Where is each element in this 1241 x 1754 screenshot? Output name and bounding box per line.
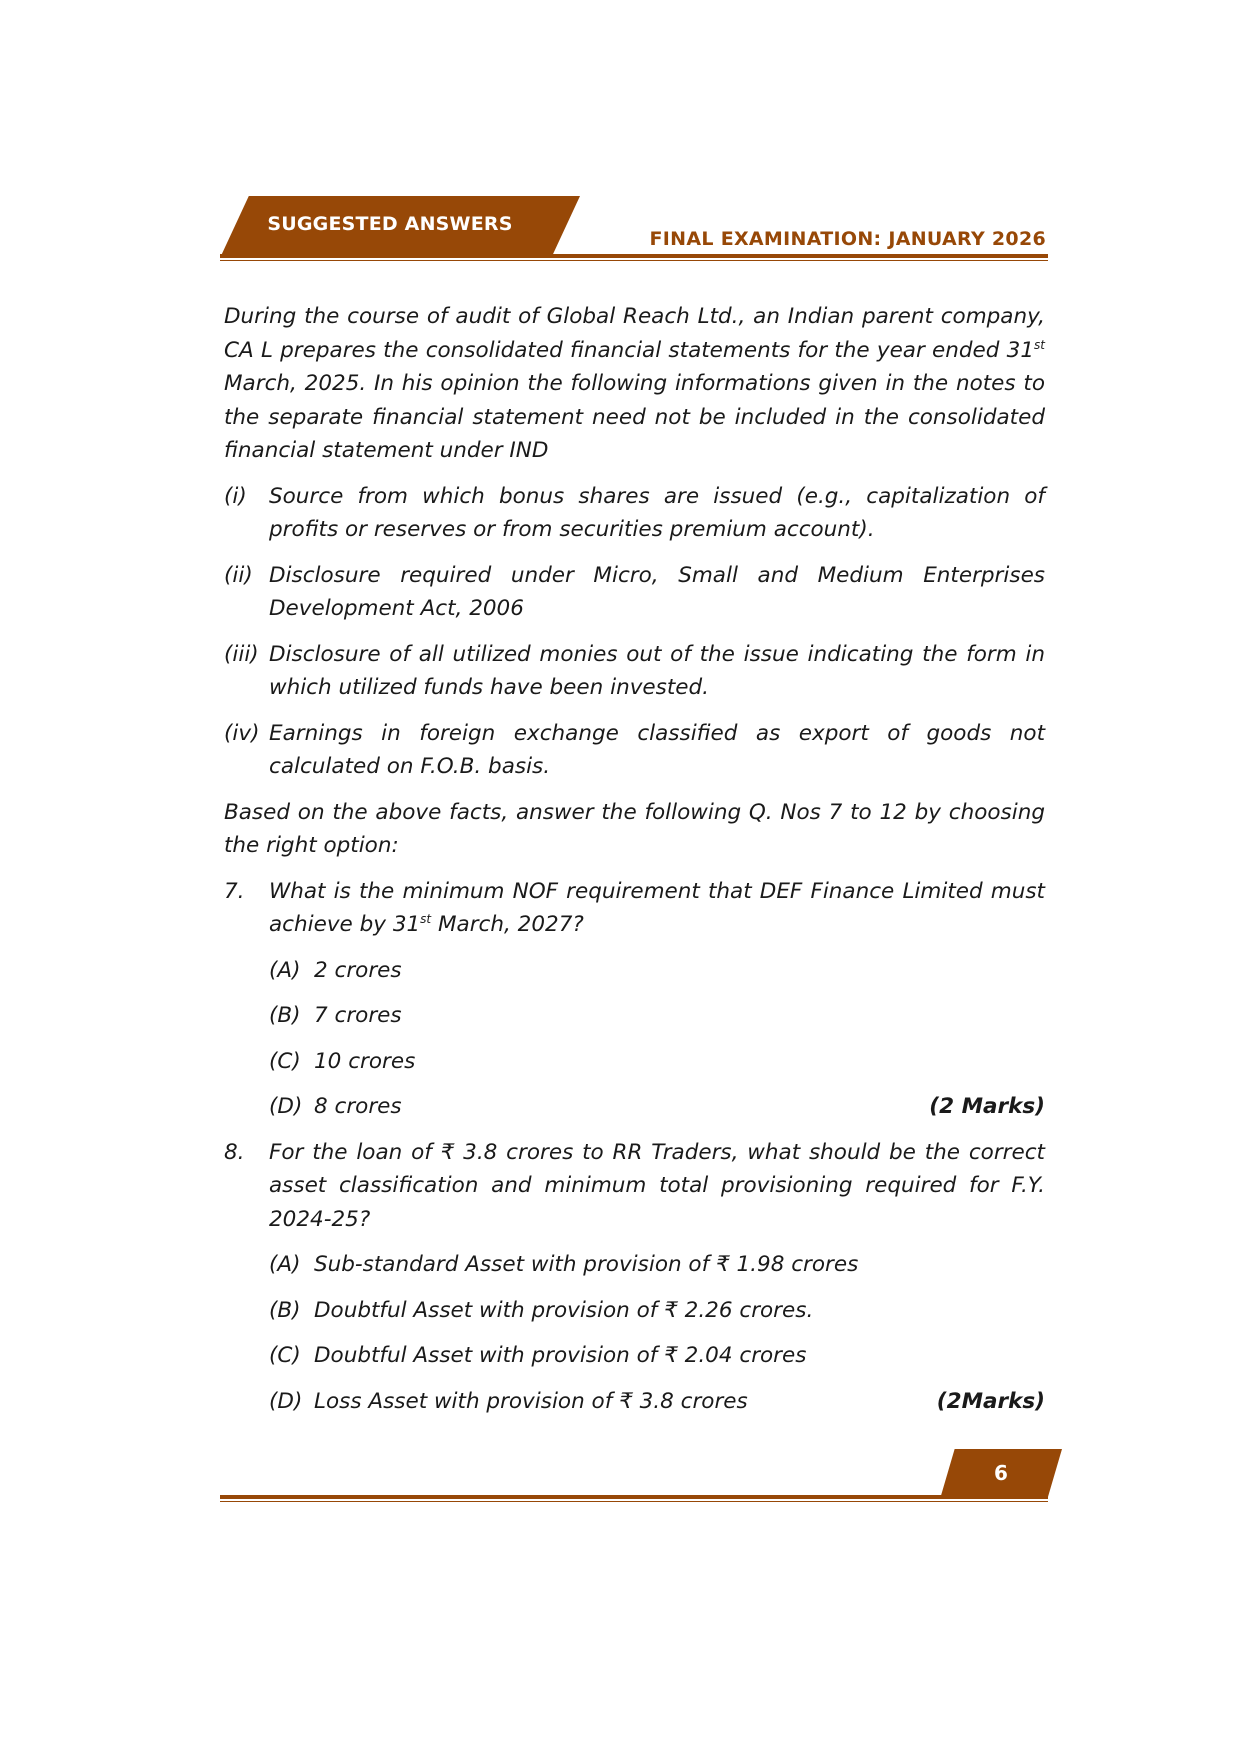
list-item: [224, 559, 1045, 626]
marks-label: (2Marks): [936, 1388, 1045, 1414]
option-a: [224, 1248, 1045, 1282]
question-text-sup: st: [420, 911, 432, 926]
option-text: 2 crores: [314, 957, 402, 983]
option-label: (B): [269, 1297, 301, 1323]
option-b: [224, 1294, 1045, 1328]
header-rule-thick: [220, 254, 1048, 258]
footer-rule-thick: [220, 1495, 1048, 1499]
list-item: [224, 717, 1045, 784]
option-d: [224, 1385, 1045, 1419]
intro-date: 31: [1006, 337, 1035, 363]
option-label: (A): [269, 957, 301, 983]
option-label: (C): [269, 1343, 301, 1368]
list-item-text: Disclosure required under Micro, Small and Medium Enterprises Development Act, 2006: [269, 562, 1045, 621]
option-c: [224, 1045, 1045, 1079]
question-text-tail: March, 2027?: [431, 912, 584, 937]
intro-line1: During the course of audit of Global Reach Ltd., an Indian parent company, CA L prepares the consolidated financial statements for the year ended: [224, 304, 1045, 363]
header-rule-thin: [220, 260, 1048, 261]
option-text: 8 crores: [314, 1094, 402, 1119]
list-item-text: Source from which bonus shares are issued (e.g., capitalization of profits or reserves or from securities premium account).: [269, 483, 1045, 542]
option-text: 10 crores: [314, 1048, 416, 1074]
intro-date-sup: st: [1034, 337, 1045, 352]
intro-line2: March, 2025. In his opinion the following informations given in the notes to the separate financial statement need not be included in the consolidated financial statement under IND: [224, 371, 1045, 463]
option-text: Doubtful Asset with provision of ₹ 2.26 crores.: [314, 1297, 814, 1323]
question-number: 8.: [224, 1139, 245, 1165]
option-b: [224, 999, 1045, 1033]
page-number: 6: [994, 1461, 1008, 1485]
option-label: (D): [269, 1094, 303, 1119]
question-8: [224, 1136, 1045, 1237]
based-on-paragraph: Based on the above facts, answer the following Q. Nos 7 to 12 by choosing the right option:: [224, 799, 1045, 858]
option-d: [224, 1090, 1045, 1124]
header-left-label: SUGGESTED ANSWERS: [267, 213, 513, 235]
question-text: For the loan of ₹ 3.8 crores to RR Traders, what should be the correct asset classification and minimum total provisioning required for F.Y. 2024-25?: [269, 1139, 1045, 1232]
list-item-text: Earnings in foreign exchange classified as export of goods not calculated on F.O.B. basis.: [269, 720, 1045, 779]
question-7: [224, 875, 1045, 942]
question-text: What is the minimum NOF requirement that DEF Finance Limited must achieve by 31: [269, 878, 1045, 937]
option-a: [224, 954, 1045, 988]
intro-paragraph: [224, 300, 1045, 468]
footer-rule-thin: [220, 1501, 1048, 1502]
option-label: (B): [269, 1003, 301, 1028]
header-right-label: FINAL EXAMINATION: JANUARY 2026: [649, 228, 1046, 250]
option-label: (C): [269, 1048, 301, 1074]
marks-label: (2 Marks): [929, 1094, 1045, 1119]
list-item-label: (iii): [224, 641, 259, 667]
option-c: [224, 1339, 1045, 1373]
list-item-label: (ii): [224, 562, 253, 588]
option-text: Loss Asset with provision of ₹ 3.8 crores: [314, 1388, 748, 1414]
list-item-label: (iv): [224, 720, 260, 746]
list-item: [224, 480, 1045, 547]
list-item: [224, 638, 1045, 705]
option-text: Sub-standard Asset with provision of ₹ 1.98 crores: [314, 1252, 859, 1277]
option-label: (D): [269, 1388, 303, 1414]
question-number: 7.: [224, 878, 245, 904]
option-text: 7 crores: [314, 1003, 402, 1028]
list-item-label: (i): [224, 483, 247, 509]
option-text: Doubtful Asset with provision of ₹ 2.04 crores: [314, 1343, 807, 1368]
list-item-text: Disclosure of all utilized monies out of the issue indicating the form in which utilized funds have been invested.: [269, 641, 1045, 700]
option-label: (A): [269, 1252, 301, 1277]
page-content: [224, 300, 1045, 1430]
